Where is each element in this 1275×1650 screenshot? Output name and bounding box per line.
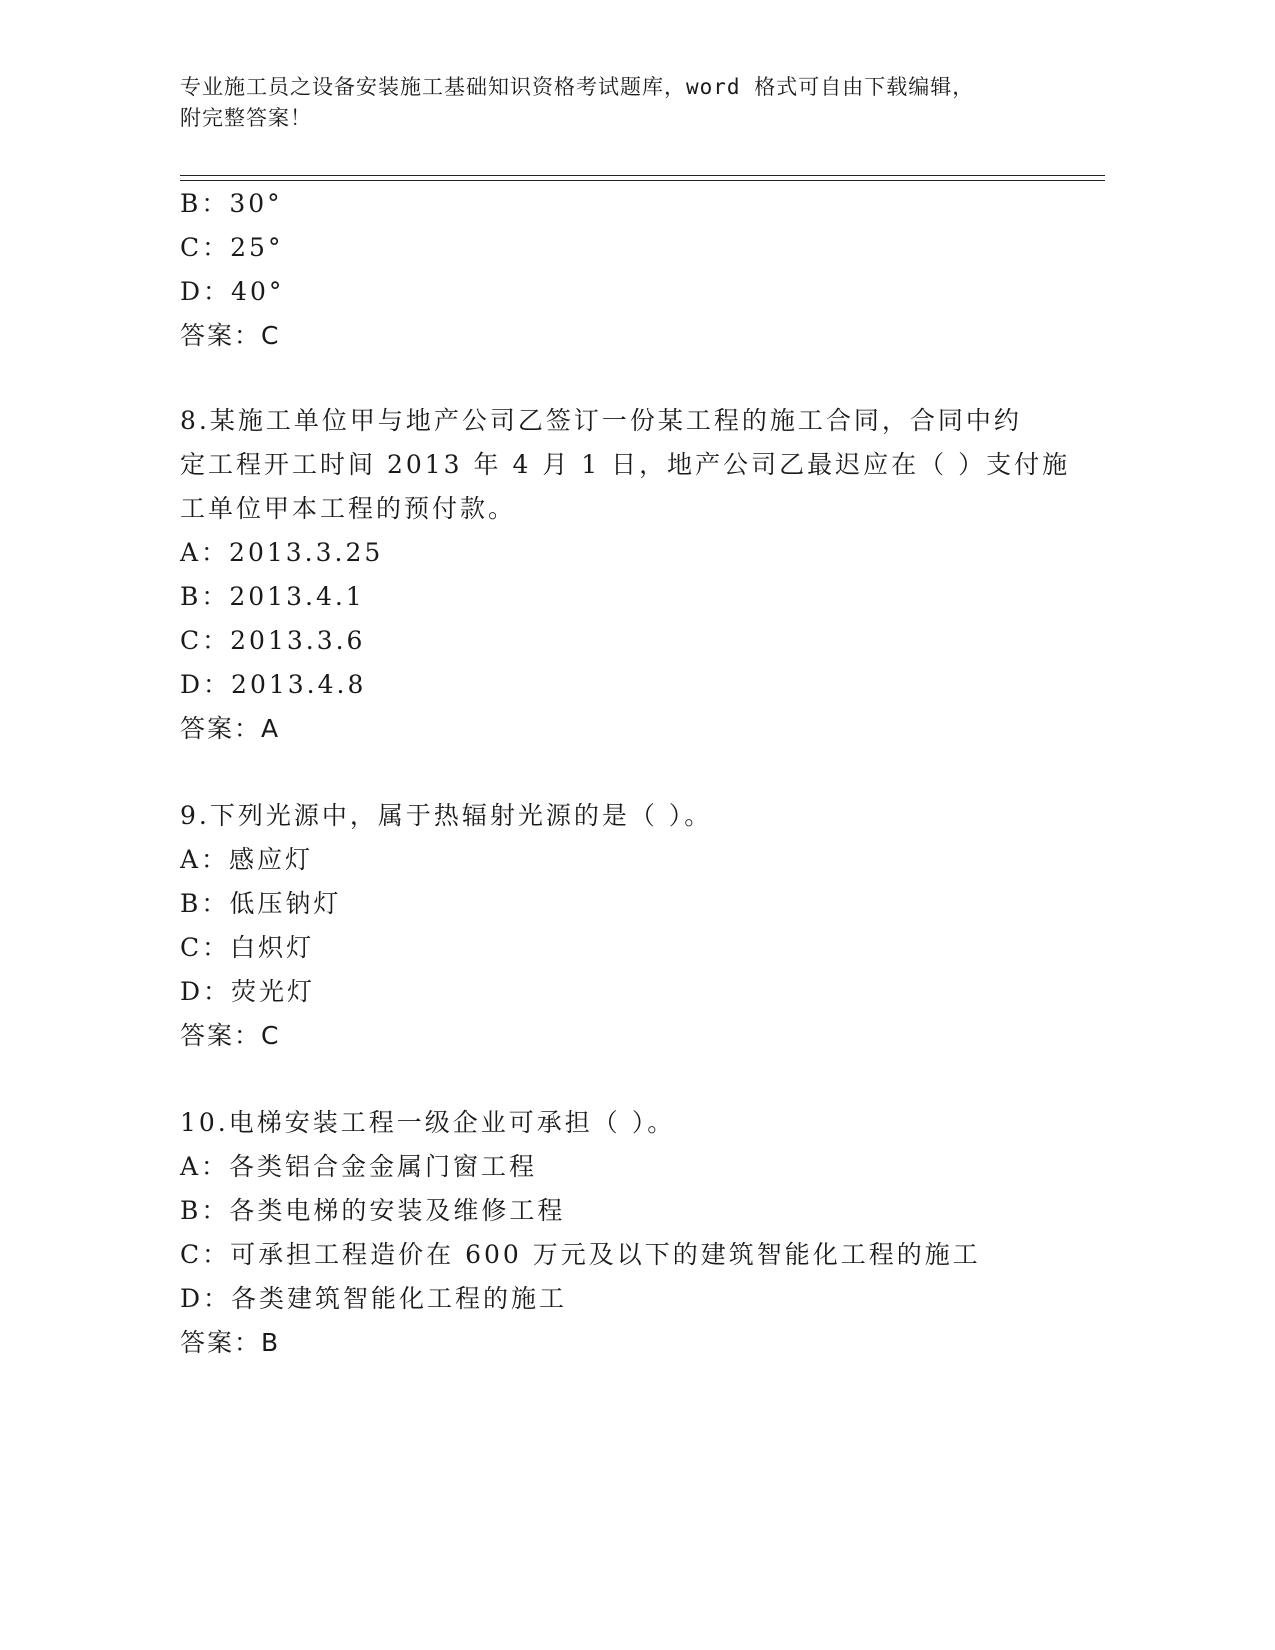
question-stem-line: 8.某施工单位甲与地产公司乙签订一份某工程的施工合同，合同中约 xyxy=(180,406,1022,435)
option-a: A：感应灯 xyxy=(180,845,314,874)
option-d: D：荧光灯 xyxy=(180,977,316,1006)
answer-line: 答案：C xyxy=(180,1021,281,1050)
question-stem: 9.下列光源中，属于热辐射光源的是（ ）。 xyxy=(180,801,713,830)
question-stem: 10.电梯安装工程一级企业可承担（ ）。 xyxy=(180,1108,676,1137)
question-10 xyxy=(180,1101,1060,1365)
option-c: C：25° xyxy=(180,233,284,262)
answer-line: 答案：C xyxy=(180,321,281,350)
header-line-2: 附完整答案！ xyxy=(180,106,312,130)
page-header xyxy=(180,72,1060,134)
answer-line: 答案：B xyxy=(180,1328,281,1357)
option-b: B：低压钠灯 xyxy=(180,889,342,918)
option-c: C：2013.3.6 xyxy=(180,626,366,655)
option-c: C：可承担工程造价在 600 万元及以下的建筑智能化工程的施工 xyxy=(180,1240,981,1269)
option-d: D：2013.4.8 xyxy=(180,670,367,699)
option-a: A：2013.3.25 xyxy=(180,538,384,567)
option-d: D：40° xyxy=(180,277,285,306)
question-stem-line: 定工程开工时间 2013 年 4 月 1 日，地产公司乙最迟应在（ ）支付施 xyxy=(180,450,1071,479)
header-divider xyxy=(180,175,1105,181)
option-b: B：各类电梯的安装及维修工程 xyxy=(180,1196,566,1225)
option-a: A：各类铝合金金属门窗工程 xyxy=(180,1152,538,1181)
answer-line: 答案：A xyxy=(180,714,281,743)
option-b: B：30° xyxy=(180,189,283,218)
question-stem-line: 工单位甲本工程的预付款。 xyxy=(180,494,517,523)
question-8 xyxy=(180,399,1071,751)
option-c: C：白炽灯 xyxy=(180,933,315,962)
header-line-1: 专业施工员之设备安装施工基础知识资格考试题库，word 格式可自由下载编辑， xyxy=(180,75,975,99)
document-body xyxy=(180,182,1071,1365)
option-b: B：2013.4.1 xyxy=(180,582,365,611)
question-7-continued xyxy=(180,182,1060,358)
option-d: D：各类建筑智能化工程的施工 xyxy=(180,1284,568,1313)
question-9 xyxy=(180,794,1060,1058)
